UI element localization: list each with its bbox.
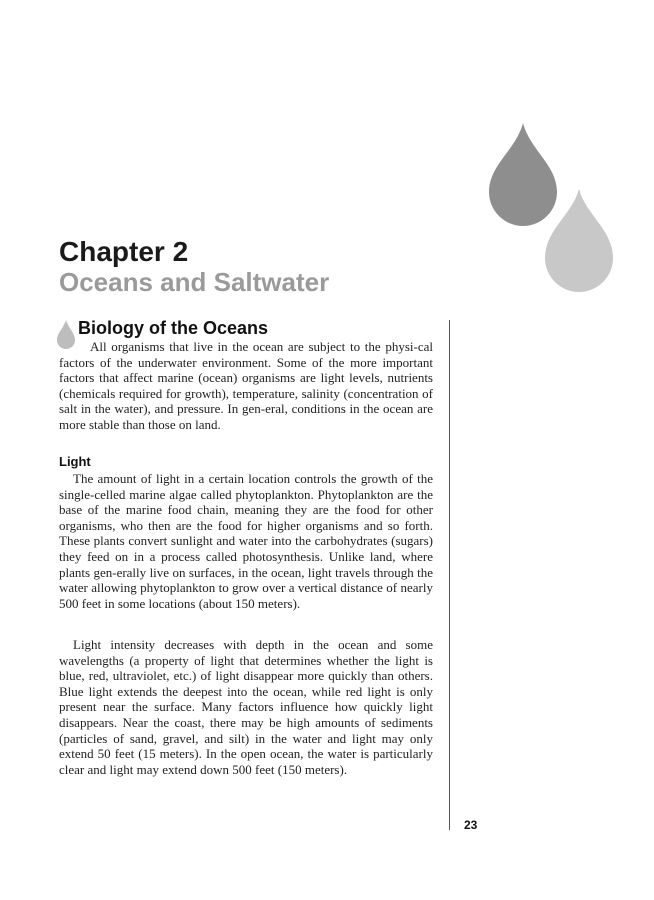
page-number: 23 bbox=[464, 818, 478, 832]
light-paragraph-1: The amount of light in a certain location controls the growth of the single-celled marine algae called phytoplankton. Phytoplankton are the base of the marine food chain, meaning they are the food for other organisms, who then are the food for higher organisms and so forth. These plants convert sunlight and water into the carbohydrates (sugars) they feed on in a process called photosynthesis. Unlike land, where plants gen-erally live on surfaces, in the ocean, light travels through the water allowing phytoplankton to grow over a vertical distance of nearly 500 feet in some locations (about 150 meters). bbox=[59, 471, 433, 611]
intro-paragraph: All organisms that live in the ocean are subject to the physi-cal factors of the underwater environment. Some of the more important factors that affect marine (ocean) organisms are light levels, nutrients (chemicals required for growth), temperature, salinity (concentration of salt in the water), and pressure. In gen-eral, conditions in the ocean are more stable than those on land. bbox=[59, 339, 433, 432]
light-paragraph-2: Light intensity decreases with depth in the ocean and some wavelengths (a property of light that determines whether the light is blue, red, ultraviolet, etc.) of light disappear more quickly than others. Blue light extends the deepest into the ocean, while red light is only present near the surface. Many factors influence how quickly light disappears. Near the coast, there may be high amounts of sediments (particles of sand, gravel, and silt) in the water and light may only extend 50 feet (15 meters). In the open ocean, the water is particularly clear and light may extend down 500 feet (150 meters). bbox=[59, 637, 433, 777]
chapter-label: Chapter 2 bbox=[59, 236, 189, 267]
margin-rule bbox=[449, 320, 450, 830]
water-drop-icon bbox=[489, 123, 557, 226]
water-drop-icon bbox=[545, 189, 613, 292]
section-heading: Biology of the Oceans bbox=[78, 318, 269, 338]
chapter-title: Oceans and Saltwater bbox=[59, 267, 330, 297]
light-heading: Light bbox=[59, 454, 91, 469]
